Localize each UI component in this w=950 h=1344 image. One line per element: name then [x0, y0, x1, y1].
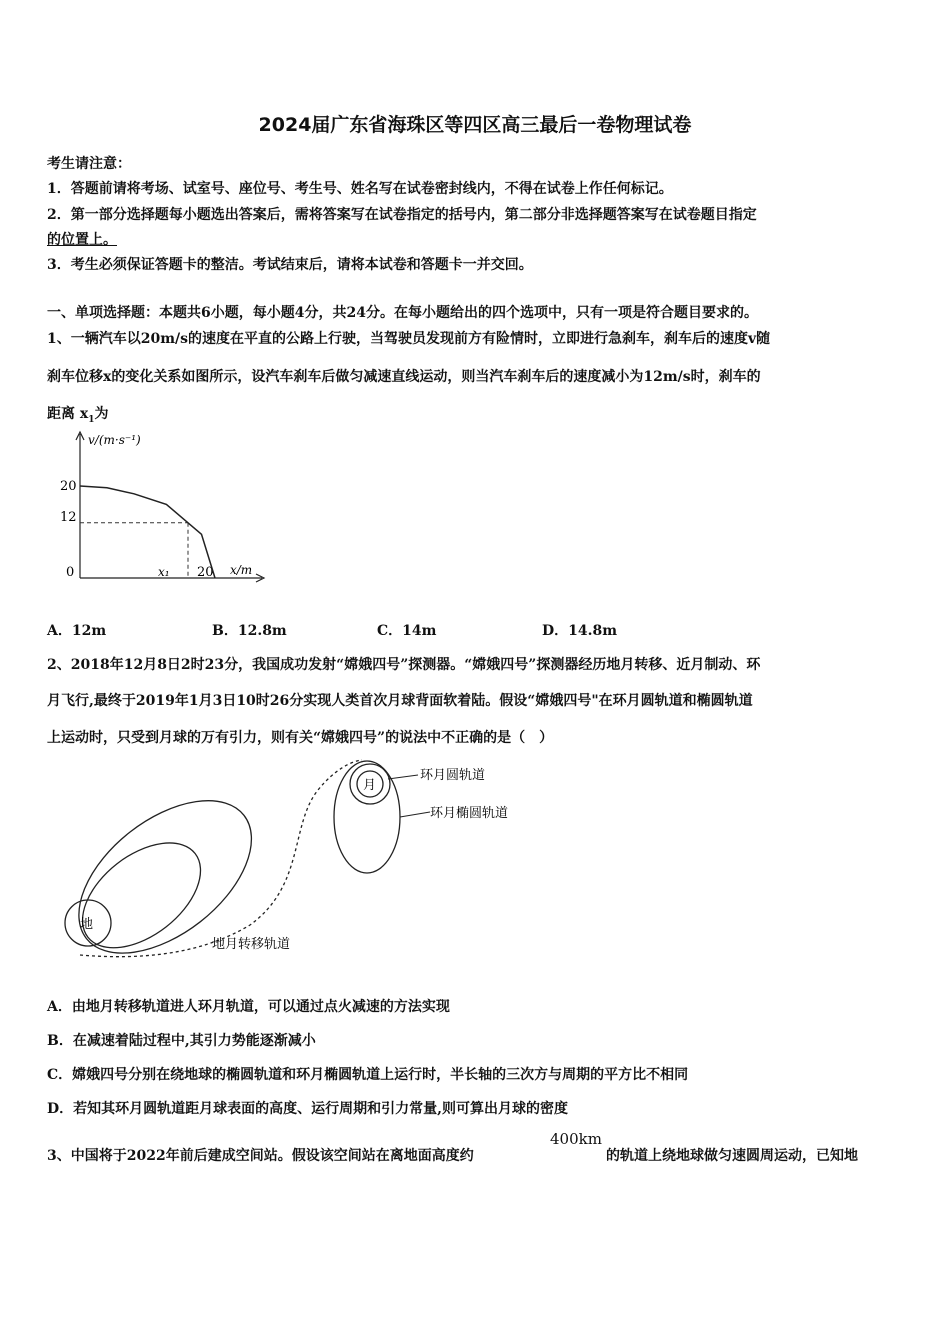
transfer-orbit — [80, 760, 362, 957]
q1-option-d[interactable]: D．14.8m — [542, 623, 618, 639]
orbit-diagram — [40, 755, 560, 970]
question-2-text: 月飞行,最终于2019年1月3日10时26分实现人类首次月球背面软着陆。假设“嫦娥四号"在环月圆轨道和椭圆轨道 — [47, 693, 753, 709]
notice-item: 3．考生必须保证答题卡的整洁。考试结束后，请将本试卷和答题卡一并交回。 — [47, 257, 533, 273]
page-title: 2024届广东省海珠区等四区高三最后一卷物理试卷 — [258, 114, 692, 136]
q1-line3-pre: 距离 x — [47, 406, 89, 422]
earth-label: 地 — [80, 917, 94, 932]
q2-option-a[interactable]: A．由地月转移轨道进人环月轨道，可以通过点火减速的方法实现 — [47, 999, 450, 1015]
x-tick-0: 0 — [66, 565, 75, 580]
notice-item: 的位置上。 — [47, 232, 117, 248]
question-3-text-cont: 的轨道上绕地球做匀速圆周运动，已知地 — [606, 1148, 858, 1164]
question-2-text: 上运动时，只受到月球的万有引力，则有关“嫦娥四号”的说法中不正确的是（ ） — [47, 730, 554, 746]
section-heading: 一、单项选择题：本题共6小题，每小题4分，共24分。在每小题给出的四个选项中，只有一项是符合题目要求的。 — [47, 305, 758, 321]
velocity-displacement-chart — [40, 428, 280, 598]
notice-heading: 考生请注意： — [47, 156, 131, 172]
q1-line3-post: 为 — [94, 406, 109, 422]
leader-elliptical — [400, 812, 430, 817]
x-tick-x1: x₁ — [158, 565, 170, 579]
question-3-text: 3、中国将于2022年前后建成空间站。假设该空间站在离地面高度约 — [47, 1148, 474, 1164]
moon-label: 月 — [363, 778, 377, 793]
y-axis-label: v/(m·s⁻¹) — [88, 433, 141, 447]
q3-formula: 400km — [550, 1130, 602, 1148]
q2-option-d[interactable]: D．若知其环月圆轨道距月球表面的高度、运行周期和引力常量,则可算出月球的密度 — [47, 1101, 569, 1117]
question-2-text: 2、2018年12月8日2时23分，我国成功发射“嫦娥四号”探测器。“嫦娥四号”探测器经历地月转移、近月制动、环 — [47, 657, 761, 673]
notice-item: 1．答题前请将考场、试室号、座位号、考生号、姓名写在试卷密封线内，不得在试卷上作任何标记。 — [47, 181, 673, 197]
q1-option-a[interactable]: A．12m — [47, 623, 107, 639]
question-1-text: 刹车位移x的变化关系如图所示，设汽车刹车后做匀减速直线运动，则当汽车刹车后的速度减小为12m/s时，刹车的 — [47, 369, 761, 385]
q1-option-b[interactable]: B．12.8m — [212, 623, 287, 639]
q2-option-c[interactable]: C．嫦娥四号分别在绕地球的椭圆轨道和环月椭圆轨道上运行时，半长轴的三次方与周期的平方比不相同 — [47, 1067, 689, 1083]
q2-option-b[interactable]: B．在减速着陆过程中,其引力势能逐渐减小 — [47, 1033, 316, 1049]
question-1-text: 1、一辆汽车以20m/s的速度在平直的公路上行驶，当驾驶员发现前方有险情时，立即进行急刹车，刹车后的速度v随 — [47, 331, 771, 347]
q1-option-c[interactable]: C．14m — [377, 623, 437, 639]
velocity-curve — [80, 486, 215, 578]
y-tick-12: 12 — [60, 510, 77, 525]
x-tick-20: 20 — [197, 565, 214, 580]
notice-item: 2．第一部分选择题每小题选出答案后，需将答案写在试卷指定的括号内，第二部分非选择题答案写在试卷题目指定 — [47, 207, 757, 223]
leader-circular — [388, 775, 418, 779]
label-circular-orbit: 环月圆轨道 — [420, 768, 486, 783]
earth-orbit-small — [63, 822, 219, 969]
q1-line3-sub: 1 — [88, 414, 95, 425]
label-elliptical-orbit: 环月椭圆轨道 — [430, 806, 509, 821]
question-1-text — [47, 403, 109, 425]
label-transfer-orbit: 地月转移轨道 — [212, 937, 291, 952]
y-tick-20: 20 — [60, 479, 77, 494]
x-axis-label: x/m — [230, 563, 253, 577]
